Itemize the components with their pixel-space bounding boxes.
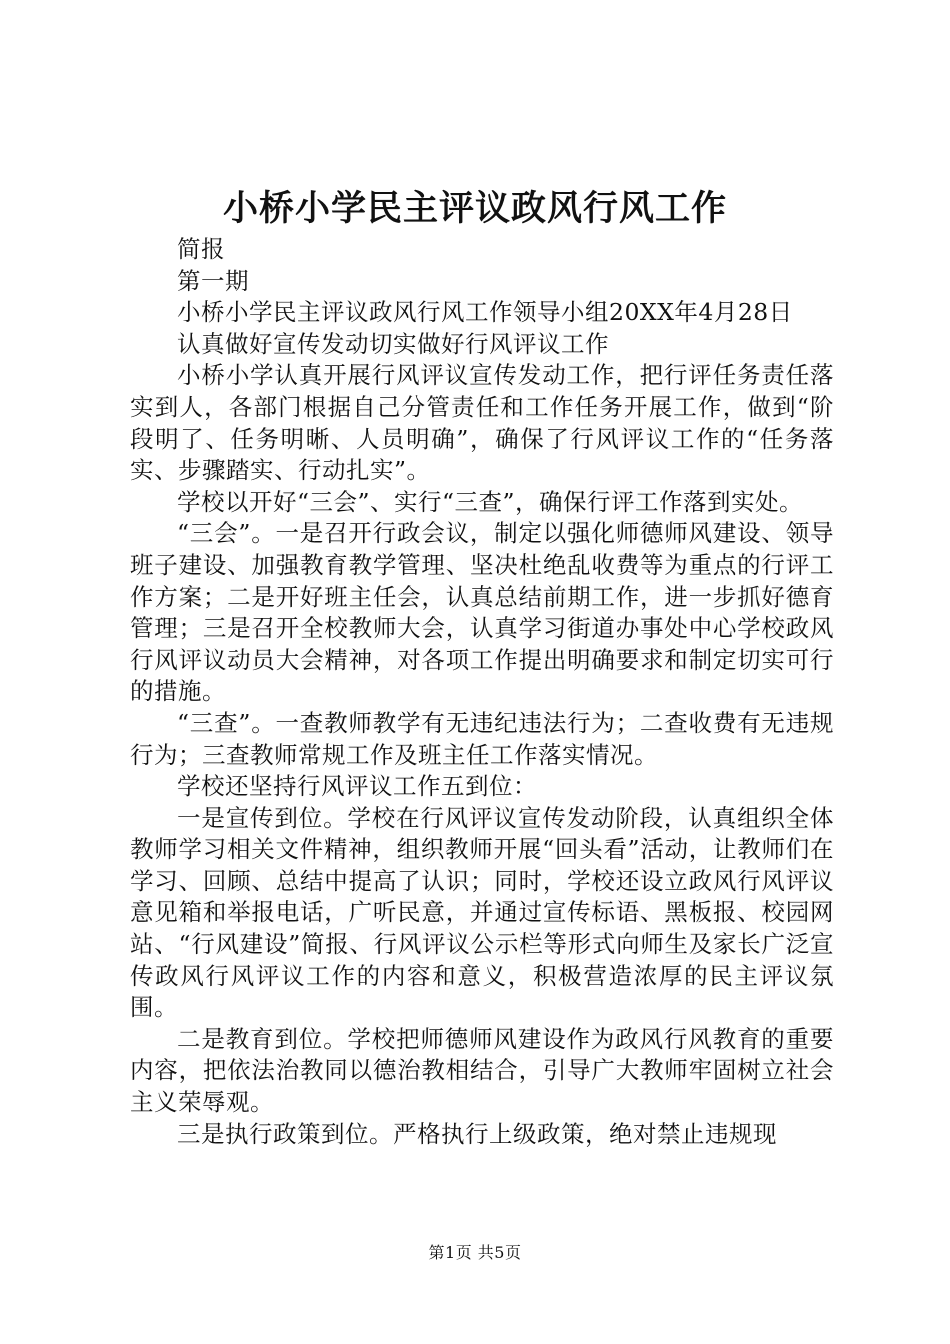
paragraph-subtitle: 认真做好宣传发动切实做好行风评议工作 [177, 329, 609, 358]
paragraph: 学校还坚持行风评议工作五到位： [177, 772, 537, 801]
page-number-footer: 第1页 共5页 [428, 1243, 522, 1262]
paragraph-issue: 第一期 [177, 266, 249, 295]
document-title: 小桥小学民主评议政风行风工作 [222, 188, 727, 229]
paragraph: 一是宣传到位。学校在行风评议宣传发动阶段，认真组织全体教师学习相关文件精神，组织教师开展“回头看”活动，让教师们在学习、回顾、总结中提高了认识；同时，学校还设立政风行风评议意见箱和举报电话，广听民意，并通过宣传标语、黑板报、校园网站、“行风建设”简报、行风评议公示栏等形式向师生及家长广泛宣传政风行风评议工作的内容和意义，积极营造浓厚的民主评议氛围。 [130, 803, 834, 1022]
paragraph: 小桥小学认真开展行风评议宣传发动工作，把行评任务责任落实到人，各部门根据自己分管责任和工作任务开展工作，做到“阶段明了、任务明晰、人员明确”，确保了行风评议工作的“任务落实、步骤踏实、行动扎实”。 [130, 361, 834, 485]
paragraph-bulletin: 简报 [177, 235, 225, 263]
paragraph: 二是教育到位。学校把师德师风建设作为政风行风教育的重要内容，把依法治教同以德治教相结合，引导广大教师牢固树立社会主义荣辱观。 [130, 1024, 834, 1117]
paragraph: “三查”。一查教师教学有无违纪违法行为；二查收费有无违规行为；三查教师常规工作及班主任工作落实情况。 [130, 708, 834, 769]
paragraph-issuer-date: 小桥小学民主评议政风行风工作领导小组20XX年4月28日 [177, 298, 793, 327]
paragraph: 三是执行政策到位。严格执行上级政策，绝对禁止违规现 [177, 1119, 777, 1148]
document-body [130, 234, 834, 1150]
paragraph: “三会”。一是召开行政会议，制定以强化师德师风建设、领导班子建设、加强教育教学管理、坚决杜绝乱收费等为重点的行评工作方案；二是开好班主任会，认真总结前期工作，进一步抓好德育管理；三是召开全校教师大会，认真学习街道办事处中心学校政风行风评议动员大会精神，对各项工作提出明确要求和制定切实可行的措施。 [130, 519, 834, 706]
paragraph: 学校以开好“三会”、实行“三查”，确保行评工作落到实处。 [177, 487, 804, 516]
